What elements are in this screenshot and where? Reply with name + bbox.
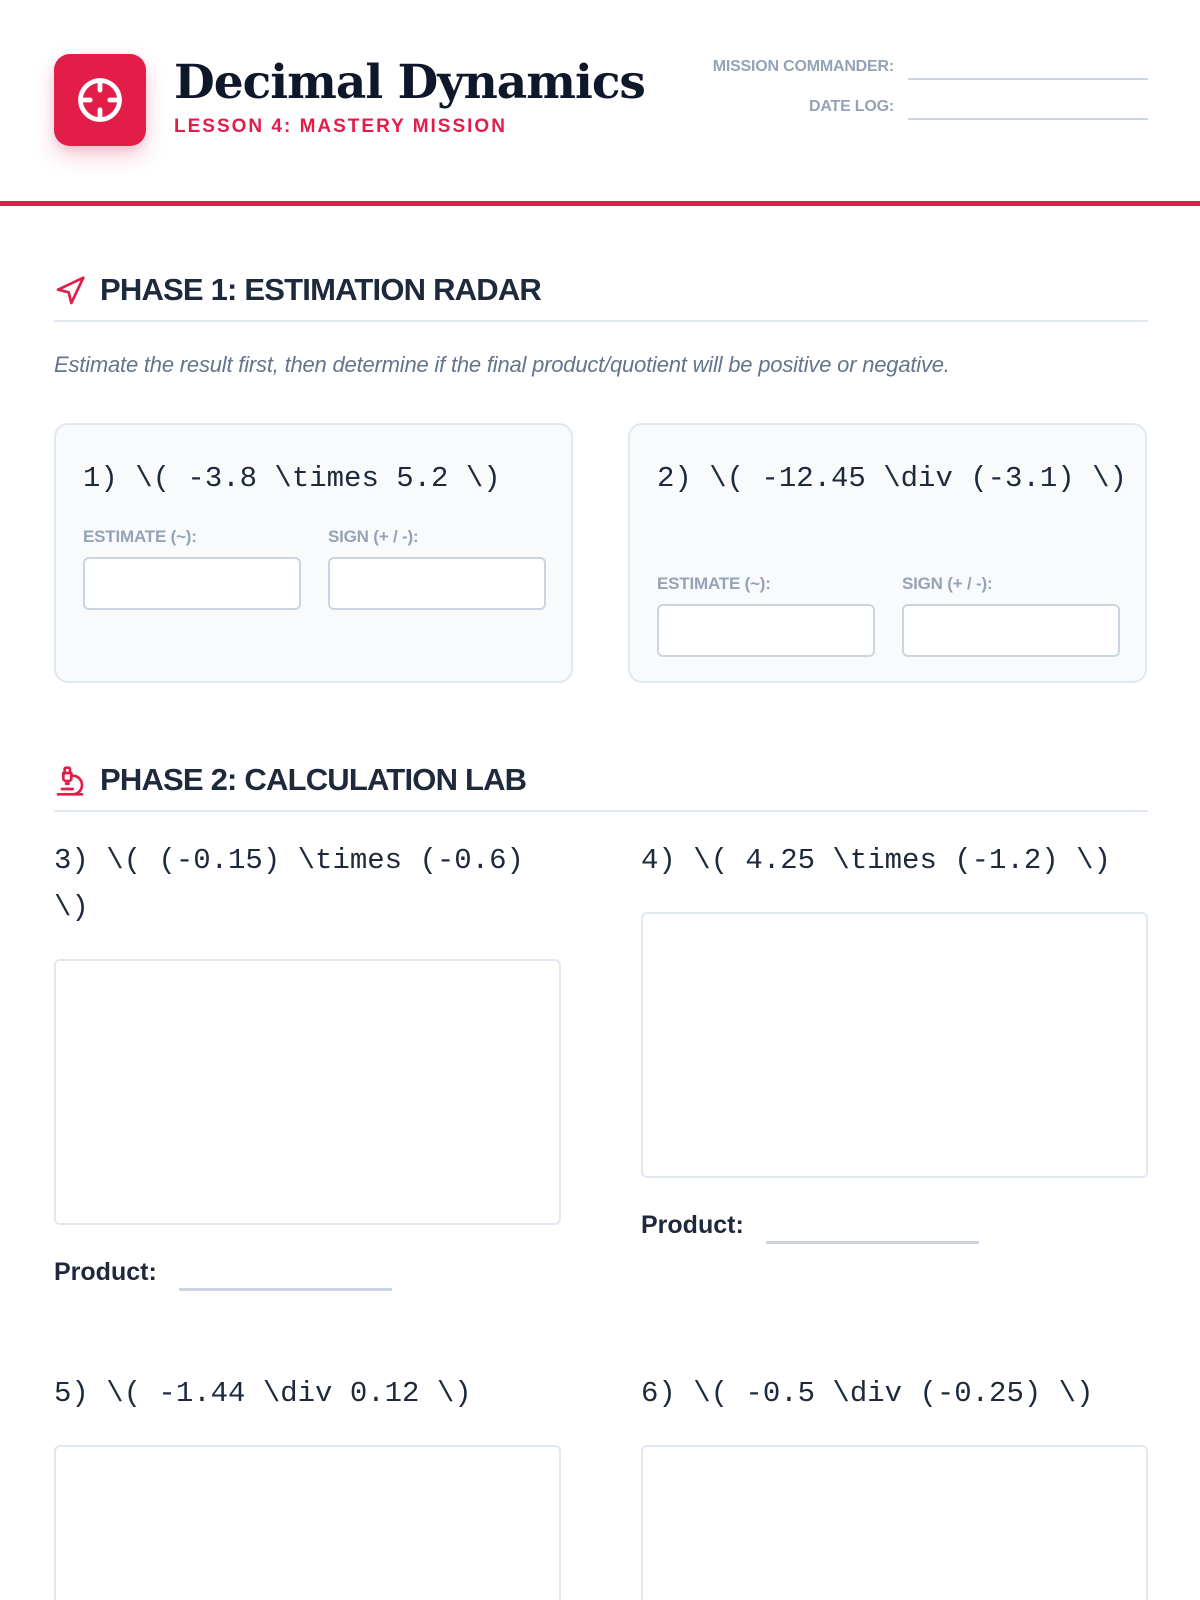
problem-text: 6) \( -0.5 \div (-0.25) \) [641, 1377, 1094, 1410]
problem-text: 2) \( -12.45 \div (-3.1) \) [657, 462, 1127, 495]
sign-input[interactable] [902, 604, 1120, 657]
phase1-heading [54, 266, 1148, 322]
phase2-heading [54, 756, 1148, 812]
problem-text: 4) \( 4.25 \times (-1.2) \) [641, 844, 1111, 877]
phase1-title: PHASE 1: ESTIMATION RADAR [100, 272, 542, 307]
navigation-arrow-icon [54, 275, 86, 307]
estimation-card [54, 423, 573, 683]
product-answer-line[interactable] [179, 1288, 392, 1291]
worksheet-title: Decimal Dynamics [174, 55, 645, 110]
problem-text: 1) \( -3.8 \times 5.2 \) [83, 462, 501, 495]
product-label: Product: [54, 1258, 157, 1286]
mission-commander-field[interactable] [908, 78, 1148, 80]
lesson-subtitle: LESSON 4: MASTERY MISSION [174, 116, 507, 137]
date-log-label: DATE LOG: [808, 98, 894, 115]
phase2-title: PHASE 2: CALCULATION LAB [100, 762, 527, 797]
estimate-label: ESTIMATE (~): [657, 574, 771, 593]
sign-label: SIGN (+ / -): [902, 574, 993, 593]
work-space[interactable] [641, 912, 1148, 1178]
estimate-input[interactable] [657, 604, 875, 657]
logo-badge [54, 54, 146, 146]
work-space[interactable] [641, 1445, 1148, 1600]
mission-commander-label: MISSION COMMANDER: [712, 58, 894, 75]
estimate-label: ESTIMATE (~): [83, 527, 197, 546]
product-answer-line[interactable] [766, 1241, 979, 1244]
phase1-instructions: Estimate the result first, then determine if the final product/quotient will be positive or negative. [54, 352, 950, 377]
microscope-icon [54, 765, 86, 797]
worksheet-header [0, 0, 1200, 206]
work-space[interactable] [54, 1445, 561, 1600]
sign-input[interactable] [328, 557, 546, 610]
date-log-field[interactable] [908, 118, 1148, 120]
estimate-input[interactable] [83, 557, 301, 610]
problem-text: 5) \( -1.44 \div 0.12 \) [54, 1377, 472, 1410]
product-label: Product: [641, 1211, 744, 1239]
sign-label: SIGN (+ / -): [328, 527, 419, 546]
work-space[interactable] [54, 959, 561, 1225]
estimation-card [628, 423, 1147, 683]
problem-text: 3) \( (-0.15) \times (-0.6) \) [54, 844, 524, 924]
crosshair-icon [74, 74, 126, 126]
